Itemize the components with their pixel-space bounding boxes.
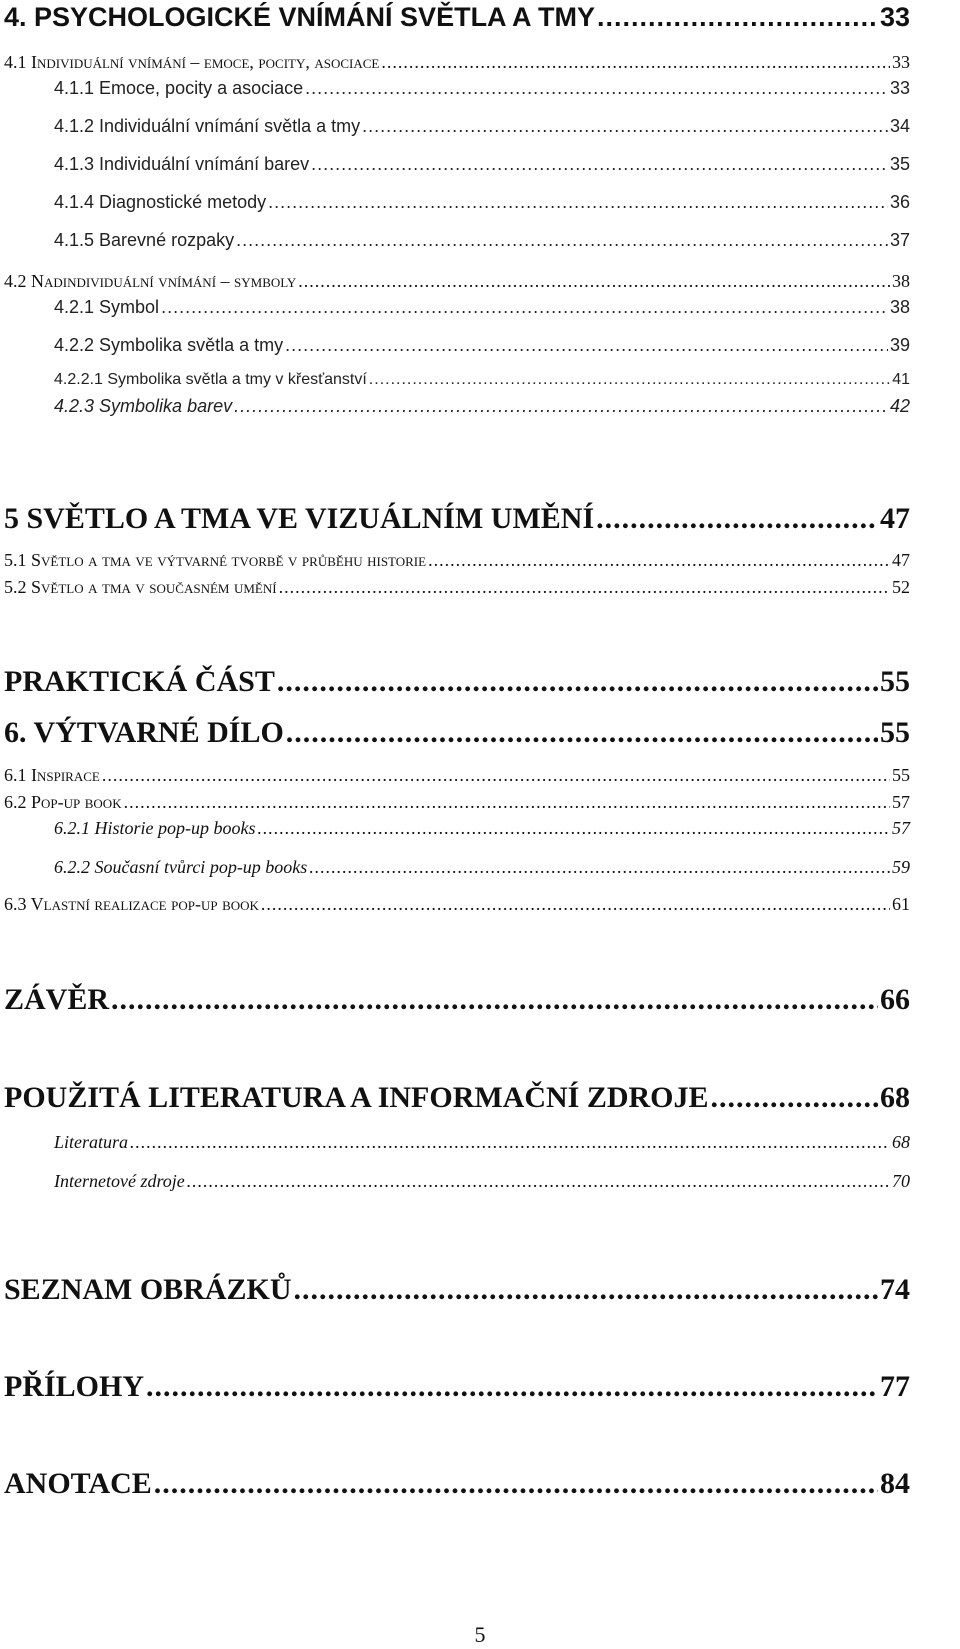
dot-leader: [111, 983, 878, 1017]
toc-title: 4.2 Nadindividuální vnímání – symboly: [4, 271, 297, 291]
toc-title: Literatura: [54, 1132, 129, 1152]
toc-title: 6.2 Pop-up book: [4, 792, 122, 812]
dot-leader: [261, 894, 890, 915]
toc-title: 6.2.2 Současní tvůrci pop-up books: [54, 857, 308, 877]
dot-leader: [236, 230, 888, 251]
toc-page: 33: [892, 52, 910, 72]
toc-title: 6.2.1 Historie pop-up books: [54, 818, 256, 838]
toc-page: 38: [892, 271, 910, 291]
dot-leader: [381, 52, 890, 73]
dot-leader: [711, 1081, 878, 1115]
toc-page: 47: [880, 502, 910, 535]
toc-page: 33: [889, 78, 910, 98]
toc-title: 4.2.3 Symbolika barev: [54, 396, 233, 416]
toc-page: 74: [880, 1273, 910, 1306]
toc-page: 61: [892, 894, 910, 914]
dot-leader: [428, 550, 890, 571]
toc-title: PRAKTICKÁ ČÁST: [4, 665, 275, 698]
dot-leader: [187, 1171, 890, 1192]
toc-page: 68: [892, 1132, 910, 1152]
toc-page: 39: [889, 335, 910, 355]
dot-leader: [102, 765, 890, 786]
toc-page: 35: [889, 154, 910, 174]
toc-entry-4-2-2-1: [54, 371, 910, 389]
toc-title: 4.1.2 Individuální vnímání světla a tmy: [54, 116, 361, 136]
toc-entry-anotace: [4, 1467, 910, 1501]
toc-entry-prilohy: [4, 1370, 910, 1404]
toc-title: 5 SVĚTLO A TMA VE VIZUÁLNÍM UMĚNÍ: [4, 502, 595, 535]
toc-page: 59: [892, 857, 910, 877]
toc-entry-6-2-2: [54, 857, 910, 878]
toc-entry-4-1-5: [54, 230, 910, 251]
dot-leader: [268, 192, 888, 213]
dot-leader: [597, 2, 878, 33]
toc-title: 6. VÝTVARNÉ DÍLO: [4, 716, 284, 749]
toc-entry-4-2: [4, 271, 910, 292]
toc-title: 5.1 Světlo a tma ve výtvarné tvorbě v průběhu historie: [4, 550, 427, 570]
toc-page: 55: [880, 665, 910, 698]
toc-page: 41: [892, 371, 910, 388]
toc-page: 36: [889, 192, 910, 212]
toc-title: 4.2.2.1 Symbolika světla a tmy v křesťanství: [54, 371, 367, 388]
toc-entry-seznam-obrazku: [4, 1273, 910, 1307]
dot-leader: [285, 335, 888, 356]
toc-entry-internetove-zdroje: [54, 1171, 910, 1192]
toc-page: 77: [880, 1370, 910, 1403]
toc-page: 34: [889, 116, 910, 136]
toc-entry-literatura-zdroje: [4, 1081, 910, 1115]
toc-page: 66: [880, 983, 910, 1016]
toc-page: 55: [892, 765, 910, 785]
dot-leader: [130, 1132, 890, 1153]
toc-title: SEZNAM OBRÁZKŮ: [4, 1273, 292, 1306]
toc-entry-5-2: [4, 577, 910, 598]
toc-page: 57: [892, 818, 910, 838]
dot-leader: [279, 577, 890, 598]
toc-title: 4.2.1 Symbol: [54, 297, 160, 317]
dot-leader: [146, 1370, 878, 1404]
toc-entry-6-2: [4, 792, 910, 813]
toc-title: 4.1.3 Individuální vnímání barev: [54, 154, 310, 174]
toc-entry-zaver: [4, 983, 910, 1017]
toc-entry-prakticka-cast: [4, 665, 910, 699]
dot-leader: [309, 857, 890, 878]
dot-leader: [294, 1273, 878, 1307]
toc-page: 33: [879, 2, 910, 32]
toc-title: ZÁVĚR: [4, 983, 110, 1016]
dot-leader: [258, 818, 891, 839]
toc-page: 57: [892, 792, 910, 812]
toc-page: 47: [892, 550, 910, 570]
toc-page: 38: [889, 297, 910, 317]
dot-leader: [124, 792, 890, 813]
toc-page: 55: [880, 716, 910, 749]
toc-entry-4-2-2: [54, 335, 910, 356]
dot-leader: [369, 371, 890, 389]
toc-page: 70: [892, 1171, 910, 1191]
dot-leader: [234, 396, 888, 417]
dot-leader: [161, 297, 888, 318]
toc-entry-4: [4, 2, 910, 33]
toc-entry-4-1-3: [54, 154, 910, 175]
dot-leader: [286, 716, 878, 750]
toc-entry-6-1: [4, 765, 910, 786]
toc-entry-4-1-1: [54, 78, 910, 99]
toc-title: 4.1.4 Diagnostické metody: [54, 192, 267, 212]
toc-entry-literatura: [54, 1132, 910, 1153]
toc-title: 6.1 Inspirace: [4, 765, 100, 785]
toc-entry-5: [4, 502, 910, 536]
toc-page: 37: [889, 230, 910, 250]
toc-title: 6.3 Vlastní realizace pop-up book: [4, 894, 259, 914]
dot-leader: [154, 1467, 878, 1501]
toc-entry-6-3: [4, 894, 910, 915]
toc-title: 4.2.2 Symbolika světla a tmy: [54, 335, 284, 355]
toc-entry-4-2-1: [54, 297, 910, 318]
toc-entry-6: [4, 716, 910, 750]
page-number: 5: [474, 1622, 486, 1647]
toc-entry-4-1-4: [54, 192, 910, 213]
dot-leader: [362, 116, 888, 137]
dot-leader: [298, 271, 890, 292]
toc-title: 5.2 Světlo a tma v současném umění: [4, 577, 277, 597]
toc-title: 4.1 Individuální vnímání – emoce, pocity, asociace: [4, 52, 380, 72]
toc-entry-4-1: [4, 52, 910, 73]
toc-entry-4-2-3: [54, 396, 910, 417]
toc-page: 52: [892, 577, 910, 597]
toc-title: ANOTACE: [4, 1467, 152, 1500]
toc-page: 68: [880, 1081, 910, 1114]
toc-title: 4. PSYCHOLOGICKÉ VNÍMÁNÍ SVĚTLA A TMY: [4, 2, 596, 32]
toc-title: POUŽITÁ LITERATURA A INFORMAČNÍ ZDROJE: [4, 1081, 709, 1114]
toc-entry-4-1-2: [54, 116, 910, 137]
dot-leader: [311, 154, 888, 175]
dot-leader: [305, 78, 888, 99]
dot-leader: [596, 502, 878, 536]
toc-page: 84: [880, 1467, 910, 1500]
dot-leader: [277, 665, 878, 699]
toc-entry-6-2-1: [54, 818, 910, 839]
toc-title: 4.1.5 Barevné rozpaky: [54, 230, 235, 250]
toc-title: PŘÍLOHY: [4, 1370, 145, 1403]
toc-page: 42: [889, 396, 910, 416]
toc-entry-5-1: [4, 550, 910, 571]
toc-title: Internetové zdroje: [54, 1171, 185, 1191]
toc-title: 4.1.1 Emoce, pocity a asociace: [54, 78, 304, 98]
